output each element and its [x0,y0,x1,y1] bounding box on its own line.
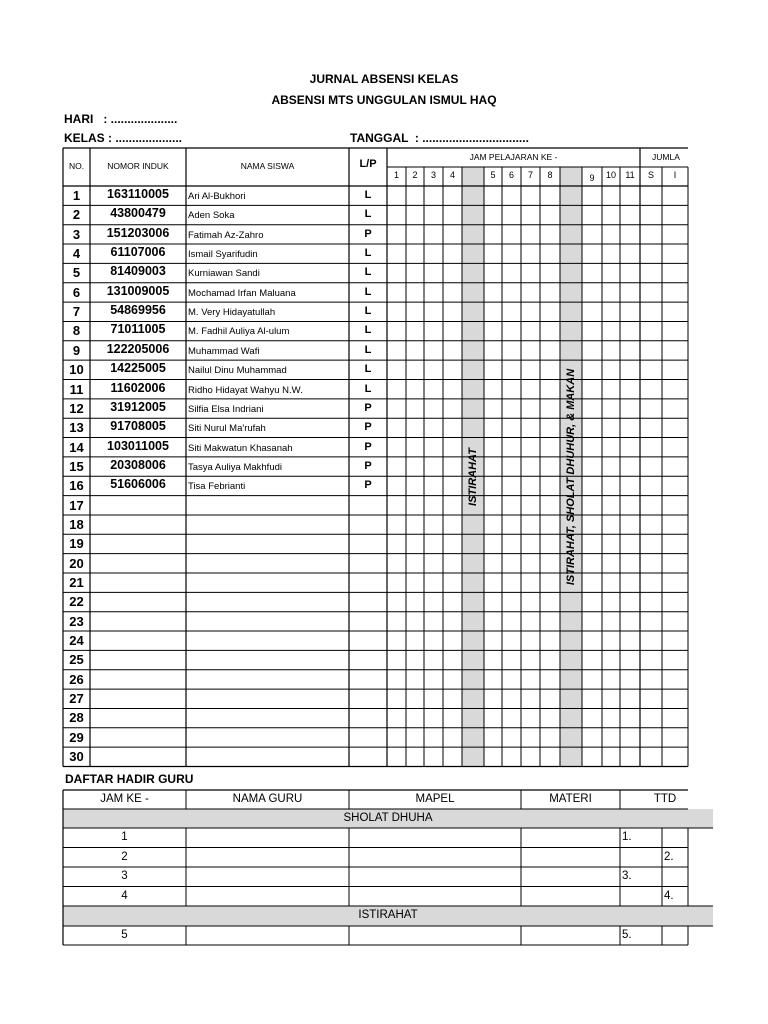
student-nis: 61107006 [110,245,166,260]
row-number: 11 [69,381,84,397]
student-gender: L [364,247,372,260]
header-jam-3: 3 [430,170,436,180]
header-jam-2: 2 [412,170,418,180]
student-nis: 163110005 [107,187,169,201]
header-nomor-induk: NOMOR INDUK [107,161,169,171]
student-gender: L [364,305,372,318]
header-jam-9: 9 [589,173,595,183]
student-name: M. Very Hidayatullah [188,307,276,319]
row-number: 22 [69,594,84,610]
header-jam-1: 1 [393,170,399,180]
guru-header-nama: NAMA GURU [232,793,303,805]
header-jam-6: 6 [508,170,514,180]
student-gender: L [364,285,372,298]
guru-header-jam: JAM KE - [100,793,149,805]
student-gender: L [364,324,372,337]
header-jam-11: 11 [625,170,635,180]
student-nis: 31912005 [110,399,166,414]
student-nis: 43800479 [110,206,166,221]
guru-ttd-signature-line: 5. [622,929,632,941]
row-number: 30 [69,749,84,765]
row-number: 5 [72,265,81,281]
guru-jam: 4 [121,889,128,902]
student-nis: 14225005 [110,361,166,376]
row-number: 2 [72,207,81,223]
student-gender: L [364,343,372,356]
row-number: 19 [69,536,84,552]
row-number: 3 [72,226,81,242]
guru-ttd-signature-line: 1. [622,831,632,843]
row-number: 28 [69,710,84,726]
student-name: Tisa Febrianti [188,481,246,493]
row-number: 16 [69,478,84,494]
student-nis: 54869956 [110,303,166,318]
guru-jam: 5 [121,929,128,941]
hari-field[interactable]: HARI : .................... [64,112,178,126]
band-sholat-dhuha-label: SHOLAT DHUHA [343,812,433,824]
header-jam-pelajaran: JAM PELAJARAN KE - [469,152,558,162]
header-no: NO. [68,161,85,171]
header-i: I [673,170,677,180]
student-gender: P [364,421,372,434]
student-nis: 131009005 [106,283,170,298]
header-jam-10: 10 [605,170,616,180]
row-number: 7 [72,304,81,320]
student-gender: P [364,401,372,414]
student-gender: L [364,208,372,221]
row-number: 9 [72,342,81,358]
row-number: 26 [69,671,84,687]
row-number: 24 [69,633,84,649]
row-number: 18 [69,516,84,532]
student-name: Silfia Elsa Indriani [188,403,264,415]
row-number: 20 [69,555,84,571]
guru-jam: 1 [121,831,128,843]
student-nis: 20308006 [110,457,166,472]
header-nama-siswa: NAMA SISWA [240,161,295,171]
student-name: Ridho Hidayat Wahyu N.W. [188,384,303,396]
student-nis: 81409003 [110,264,166,279]
student-gender: P [364,440,372,453]
guru-header-materi: MATERI [549,793,592,805]
student-nis: 71011005 [110,322,166,337]
row-number: 25 [69,652,84,668]
guru-ttd-signature-line: 2. [664,850,674,863]
guru-jam: 2 [121,850,128,863]
header-jam-7: 7 [527,170,533,180]
student-name: Siti Nurul Ma'rufah [188,423,266,435]
student-nis: 122205006 [106,341,170,356]
guru-title: DAFTAR HADIR GURU [65,772,194,786]
istirahat-label: ISTIRAHAT [467,448,479,506]
header-jam-8: 8 [547,170,553,180]
header-s: S [647,170,654,180]
student-name: Fatimah Az-Zahro [188,229,264,241]
row-number: 13 [69,420,84,436]
row-number: 29 [69,729,84,745]
row-number: 23 [69,613,84,629]
student-nis: 11602006 [110,380,166,395]
student-name: Muhammad Wafi [188,345,260,357]
row-number: 21 [69,575,84,590]
row-number: 12 [69,400,84,416]
header-jumlah: JUMLA [652,152,680,162]
student-gender: P [364,479,372,492]
row-number: 27 [69,691,84,707]
student-gender: P [364,227,372,240]
student-nis: 91708005 [110,419,166,434]
student-gender: L [364,382,372,395]
header-jam-5: 5 [490,170,496,180]
page-subtitle: ABSENSI MTS UNGGULAN ISMUL HAQ [271,93,497,107]
row-number: 4 [72,246,81,262]
row-number: 6 [72,284,81,300]
guru-ttd-signature-line: 3. [622,870,632,882]
student-name: Tasya Auliya Makhfudi [188,461,282,473]
row-number: 10 [69,362,84,378]
student-nis: 103011005 [107,438,169,453]
guru-ttd-signature-line: 4. [664,889,674,902]
guru-jam: 3 [121,870,128,882]
tanggal-field[interactable]: TANGGAL : ................................ [350,131,529,145]
student-gender: L [364,189,372,201]
student-name: Aden Soka [188,210,235,222]
header-lp: L/P [359,158,377,170]
student-nis: 151203006 [106,225,170,240]
student-nis: 51606006 [110,477,166,492]
guru-header-mapel: MAPEL [415,793,455,805]
row-number: 8 [72,323,81,339]
row-number: 14 [69,439,84,455]
band-istirahat-label: ISTIRAHAT [358,909,418,921]
row-number: 1 [72,188,81,203]
student-name: Ismail Syarifudin [188,249,258,261]
student-gender: P [364,459,372,472]
student-name: Siti Makwatun Khasanah [188,442,293,454]
kelas-field[interactable]: KELAS : .................... [64,131,183,145]
student-gender: L [364,363,372,376]
header-jam-4: 4 [449,170,455,180]
student-gender: L [364,266,372,279]
guru-header-ttd: TTD [653,793,677,805]
long-break-label: ISTIRAHAT, SHOLAT DHUHUR, & MAKAN [565,368,577,586]
row-number: 15 [69,458,84,474]
student-name: M. Fadhil Auliya Al-ulum [188,326,290,338]
row-number: 17 [69,497,84,513]
student-name: Nailul Dinu Muhammad [188,365,287,377]
student-name: Mochamad Irfan Maluana [188,287,296,299]
page-title: JURNAL ABSENSI KELAS [309,72,459,86]
student-name: Kurniawan Sandi [188,268,260,280]
student-name: Ari Al-Bukhori [188,191,246,202]
